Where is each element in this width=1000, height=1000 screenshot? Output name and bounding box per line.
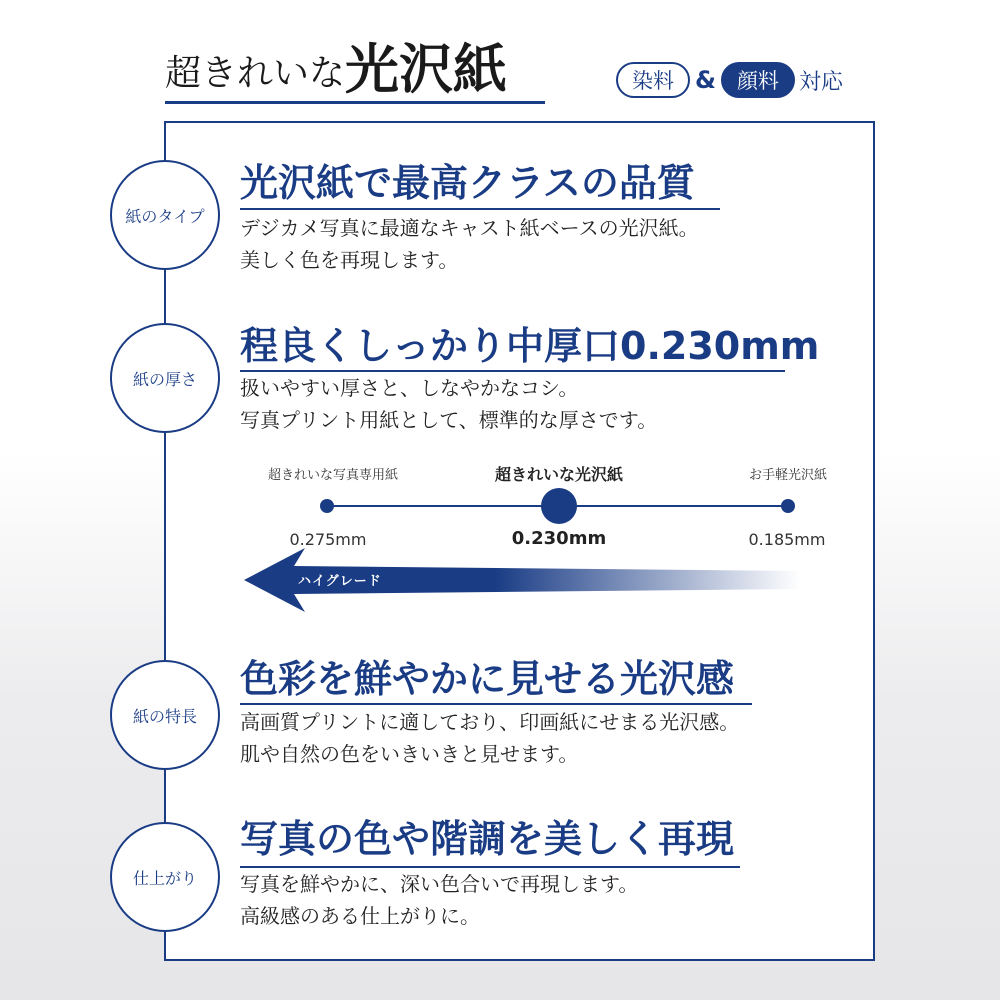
- ampersand: &: [695, 66, 716, 94]
- section-rule: [240, 703, 752, 705]
- scale-right-label: お手軽光沢紙: [748, 468, 827, 483]
- section-title-gloss: 色彩を鮮やかに見せる光沢感: [240, 657, 735, 701]
- description-line: デジカメ写真に最適なキャスト紙ベースの光沢紙。: [240, 216, 699, 240]
- section-description: [240, 706, 739, 770]
- description-line: 高級感のある仕上がりに。: [240, 904, 480, 928]
- scale-center-value: 0.230mm: [511, 528, 607, 549]
- section-title-thickness: 程良くしっかり中厚口0.230mm: [240, 324, 820, 368]
- dye-ink-badge: 染料: [616, 62, 690, 98]
- pigment-ink-badge: 顔料: [721, 62, 795, 98]
- scale-center-label: 超きれいな光沢紙: [494, 465, 623, 484]
- scale-point-right: [781, 499, 795, 513]
- scale-left-label: 超きれいな写真専用紙: [267, 468, 398, 483]
- description-line: 美しく色を再現します。: [240, 248, 459, 272]
- description-line: 肌や自然の色をいきいきと見せます。: [240, 742, 579, 766]
- section-title-reproduction: 写真の色や階調を美しく再現: [240, 817, 735, 861]
- section-title-quality: 光沢紙で最高クラスの品質: [240, 161, 695, 205]
- section-description: [240, 868, 638, 932]
- compatible-label: 対応: [798, 69, 843, 95]
- badge-paper-thickness: 紙の厚さ: [110, 323, 220, 433]
- scale-point-left: [320, 499, 334, 513]
- scale-left-value: 0.275mm: [289, 530, 367, 549]
- description-line: 扱いやすい厚さと、しなやかなコシ。: [240, 376, 579, 400]
- badge-paper-features: 紙の特長: [110, 660, 220, 770]
- scale-point-center: [541, 488, 577, 524]
- description-line: 高画質プリントに適しており、印画紙にせまる光沢感。: [240, 710, 740, 734]
- badge-paper-type: 紙のタイプ: [110, 160, 220, 270]
- main-title-large: 光沢紙: [345, 37, 508, 101]
- scale-right-value: 0.185mm: [748, 530, 826, 549]
- description-line: 写真を鮮やかに、深い色合いで再現します。: [240, 872, 639, 896]
- description-line: 写真プリント用紙として、標準的な厚さです。: [240, 408, 658, 432]
- badge-finish: 仕上がり: [110, 822, 220, 932]
- main-title-small: 超きれいな: [165, 53, 346, 94]
- high-grade-label: ハイグレード: [298, 574, 382, 589]
